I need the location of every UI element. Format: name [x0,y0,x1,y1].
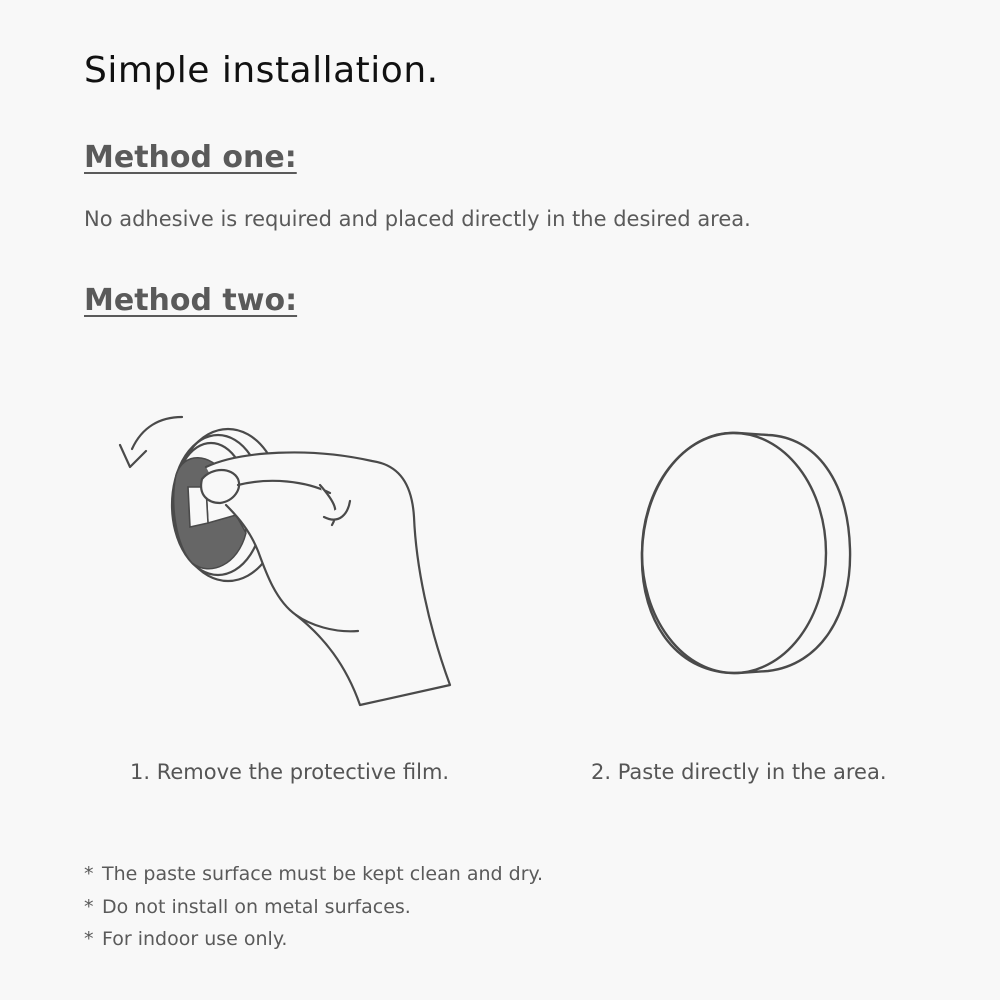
thumb-tip [201,470,239,503]
method-one-heading: Method one: [84,140,297,175]
arrow-curve [132,417,182,449]
note-item [84,923,543,956]
note-item [84,891,543,924]
asterisk-icon: * [84,928,94,950]
page-title: Simple installation. [84,50,439,91]
asterisk-icon: * [84,895,94,918]
hand-peeling-film-icon [110,405,470,715]
note-text: Do not install on metal surfaces. [102,895,411,918]
method-one-description: No adhesive is required and placed directly in the desired area. [84,207,751,231]
notes-list [84,858,543,956]
asterisk-icon: * [84,863,94,885]
pad-body [642,433,850,673]
method-two-heading: Method two: [84,283,298,318]
note-text: The paste surface must be kept clean and dry. [102,863,544,885]
pad-front-face [642,433,826,673]
note-text: For indoor use only. [102,928,288,950]
round-pad-icon [630,425,860,685]
step-one-caption: 1. Remove the protective film. [130,760,450,784]
step-two-caption: 2. Paste directly in the area. [591,760,887,784]
note-item [84,858,543,891]
